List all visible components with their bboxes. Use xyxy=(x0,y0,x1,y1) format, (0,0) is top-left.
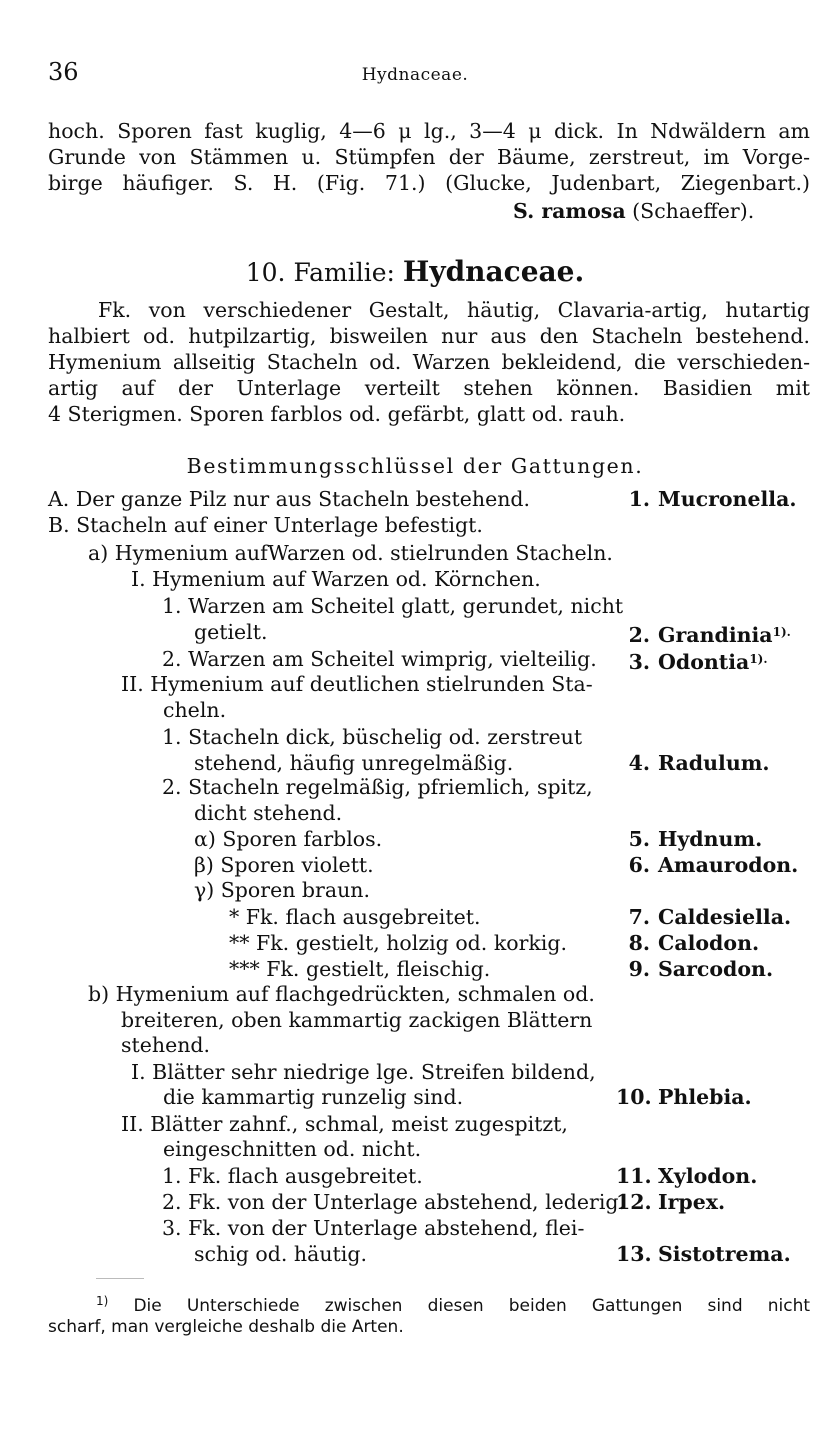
key-line: 2. Fk. von der Unterlage abstehend, lederig. xyxy=(162,1190,626,1214)
page-header xyxy=(48,58,782,92)
footnote-line-2: scharf, man vergleiche deshalb die Arten. xyxy=(48,1317,404,1337)
genus-entry: 3. Odontia$^{1).}$ xyxy=(628,650,768,674)
key-line: 2. Warzen am Scheitel wimprig, vielteilig. xyxy=(162,647,597,671)
key-line: b) Hymenium auf flachgedrückten, schmalen od. xyxy=(88,982,595,1006)
genus-entry: 1. Mucronella. xyxy=(628,487,797,511)
key-line: eingeschnitten od. nicht. xyxy=(163,1137,422,1161)
key-line: cheln. xyxy=(163,698,227,722)
key-line: breiteren, oben kammartig zackigen Blättern xyxy=(121,1008,593,1032)
genus-entry: 6. Amaurodon. xyxy=(628,853,799,877)
species-author: (Schaeffer). xyxy=(632,199,755,223)
description-line: Fk. von verschiedener Gestalt, häutig, Clavaria-artig, hutartig xyxy=(98,298,810,322)
intro-line-3: birge häufiger. S. H. (Fig. 71.) (Glucke, Judenbart, Ziegenbart.) xyxy=(48,171,810,195)
key-line: a) Hymenium aufWarzen od. stielrunden Stacheln. xyxy=(88,541,613,565)
species-name: S. ramosa xyxy=(513,199,626,223)
footnote-line-1: $^{1)}$ Die Unterschiede zwischen diesen beiden Gattungen sind nicht xyxy=(96,1294,811,1316)
key-line: ** Fk. gestielt, holzig od. korkig. xyxy=(229,931,567,955)
key-line: II. Blätter zahnf., schmal, meist zugespitzt, xyxy=(121,1112,568,1136)
page-number: 36 xyxy=(48,58,79,86)
genus-entry: 7. Caldesiella. xyxy=(628,905,792,929)
key-line: 2. Stacheln regelmäßig, pfriemlich, spitz, xyxy=(162,775,593,799)
key-line: schig od. häutig. xyxy=(194,1242,367,1266)
description-line: artig auf der Unterlage verteilt stehen können. Basidien mit xyxy=(48,376,810,400)
footnote-mark: 1) xyxy=(96,1294,109,1308)
footnote-separator xyxy=(96,1278,144,1279)
genus-entry: 5. Hydnum. xyxy=(628,827,763,851)
genus-entry: 11. Xylodon. xyxy=(616,1164,758,1188)
running-head: Hydnaceae. xyxy=(361,65,469,85)
key-line: γ) Sporen braun. xyxy=(194,878,370,902)
key-line: 1. Warzen am Scheitel glatt, gerundet, nicht xyxy=(162,594,624,618)
key-line: I. Blätter sehr niedrige lge. Streifen bildend, xyxy=(131,1060,596,1084)
genus-entry: 9. Sarcodon. xyxy=(628,957,774,981)
key-line: 1. Stacheln dick, büschelig od. zerstreut xyxy=(162,725,583,749)
species-line xyxy=(513,198,754,224)
key-line: stehend, häufig unregelmäßig. xyxy=(194,751,514,775)
key-line: B. Stacheln auf einer Unterlage befestigt. xyxy=(48,513,483,537)
description-line: Hymenium allseitig Stacheln od. Warzen bekleidend, die verschieden- xyxy=(48,350,810,374)
key-line: getielt. xyxy=(194,620,268,644)
key-title: Bestimmungsschlüssel der Gattungen. xyxy=(186,454,644,478)
key-line: die kammartig runzelig sind. xyxy=(163,1085,464,1109)
key-line: I. Hymenium auf Warzen od. Körnchen. xyxy=(131,567,541,591)
key-line: 3. Fk. von der Unterlage abstehend, flei- xyxy=(162,1216,585,1240)
genus-entry: 4. Radulum. xyxy=(628,751,770,775)
genus-entry: 8. Calodon. xyxy=(628,931,760,955)
key-line: A. Der ganze Pilz nur aus Stacheln bestehend. xyxy=(48,487,531,511)
description-line: halbiert od. hutpilzartig, bisweilen nur aus den Stacheln bestehend. xyxy=(48,324,810,348)
key-line: 1. Fk. flach ausgebreitet. xyxy=(162,1164,423,1188)
key-line: β) Sporen violett. xyxy=(194,853,374,877)
genus-entry: 13. Sistotrema. xyxy=(616,1242,791,1266)
key-line: * Fk. flach ausgebreitet. xyxy=(229,905,481,929)
intro-line-1: hoch. Sporen fast kuglig, 4—6 μ lg., 3—4 μ dick. In Ndwäldern am xyxy=(48,119,810,143)
intro-line-2: Grunde von Stämmen u. Stümpfen der Bäume, zerstreut, im Vorge- xyxy=(48,145,810,169)
genus-entry: 10. Phlebia. xyxy=(616,1085,752,1109)
genus-entry: 2. Grandinia$^{1).}$ xyxy=(628,623,791,647)
family-heading xyxy=(0,255,830,288)
key-line: *** Fk. gestielt, fleischig. xyxy=(229,957,491,981)
key-line: α) Sporen farblos. xyxy=(194,827,383,851)
key-line: II. Hymenium auf deutlichen stielrunden Sta- xyxy=(121,672,593,696)
family-name: Hydnaceae. xyxy=(402,255,585,288)
key-line: dicht stehend. xyxy=(194,801,343,825)
key-line: stehend. xyxy=(121,1033,211,1057)
genus-entry: 12. Irpex. xyxy=(616,1190,726,1214)
description-line: 4 Sterigmen. Sporen farblos od. gefärbt, glatt od. rauh. xyxy=(48,402,626,426)
family-prefix: 10. Familie: xyxy=(245,258,395,287)
